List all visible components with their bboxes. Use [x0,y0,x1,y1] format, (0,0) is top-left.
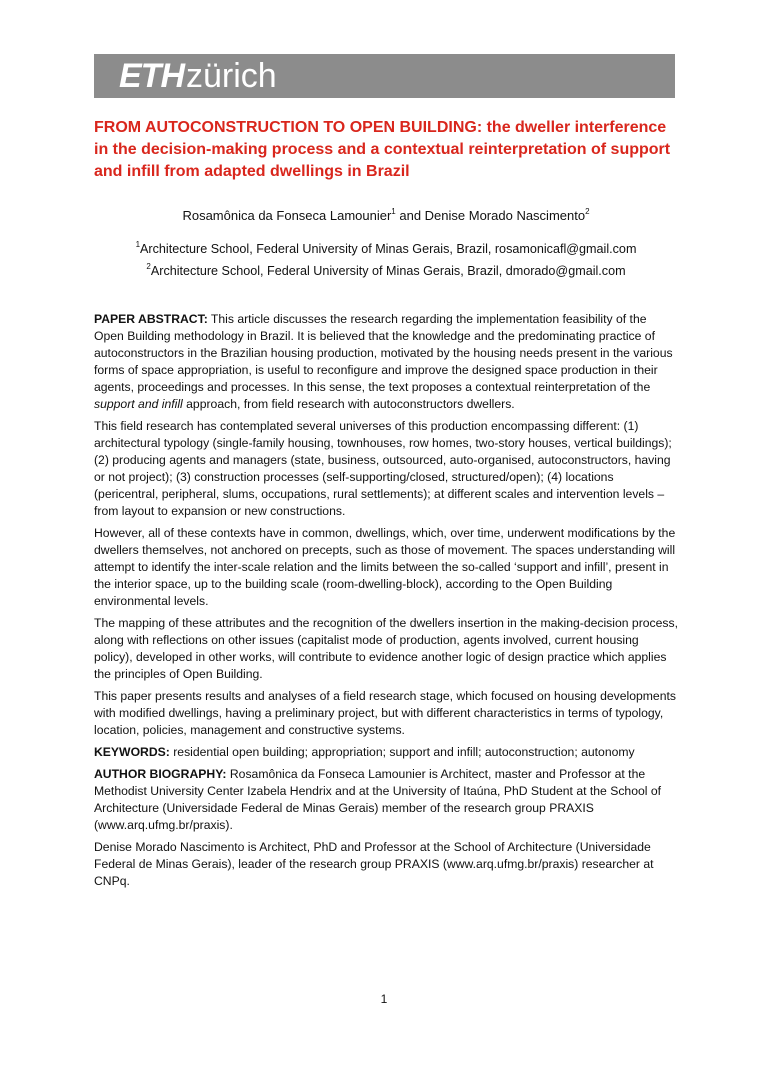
keywords-text: residential open building; appropriation; support and infill; autoconstruction; autonomy [169,745,635,759]
logo-eth: ETH [119,57,184,95]
biography-paragraph [94,766,678,834]
affiliation-2-sup: 2 [146,262,151,271]
author-1-sup: 1 [391,207,396,216]
abstract-label: PAPER ABSTRACT: [94,312,208,326]
abstract-paragraph [94,311,678,413]
paper-title: FROM AUTOCONSTRUCTION TO OPEN BUILDING: the dweller interference in the decision-making process and a contextual reinterpretation of support and infill from adapted dwellings in Brazil [94,119,671,180]
page-number: 1 [380,992,388,1006]
body-paragraph-1: This field research has contemplated several universes of this production encompassing different: (1) architectural typology (single-family housing, townhouses, row homes, two-story houses, vertical buildings); (2) producing agents and managers (state, business, outsourced, auto-organised, autoconstructors, having or not project); (3) construction processes (self-supporting/closed, structured/open); (4) locations (pericentral, peripheral, slums, occupations, rural settlements); at different scales and intervention levels – from layout to expansion or new constructions. [94,419,672,518]
keywords-paragraph [94,744,678,761]
affiliation-1 [94,240,678,258]
body-paragraph-3: The mapping of these attributes and the recognition of the dwellers insertion in the making-decision process, along with reflections on other issues (capitalist mode of production, agents involved, current housing policy), developed in other works, will contribute to evidence another logic of design practice which applies the principles of Open Building. [94,616,678,681]
author-1: Rosamônica da Fonseca Lamounier [182,208,392,223]
body-paragraph-2: However, all of these contexts have in common, dwellings, which, over time, underwent modifications by the dwellers themselves, not anchored on precepts, such as those of movement. The spaces understanding will attempt to identify the inter-scale relation and the limits between the so-called ‘support and infill’, present in the interior space, up to the building scale (room-dwelling-block), according to the Open Building environmental levels. [94,526,676,608]
affiliation-2-text: Architecture School, Federal University of Minas Gerais, Brazil, dmorado@gmail.com [150,264,626,278]
author-2: Denise Morado Nascimento [424,208,586,223]
author-line [94,207,678,225]
eth-zurich-banner [94,54,675,98]
affiliation-1-sup: 1 [135,240,141,249]
body-paragraph-4: This paper presents results and analyses of a field research stage, which focused on housing developments with modified dwellings, having a preliminary project, but with different characteristics in terms of typology, location, policies, management and constructive systems. [94,689,676,737]
abstract-italic: support and infill [94,397,183,411]
keywords-label: KEYWORDS: [94,745,170,759]
affiliation-1-text: Architecture School, Federal University of Minas Gerais, Brazil, rosamonicafl@gmail.com [140,242,637,256]
affiliation-2 [94,262,678,280]
paper-body [94,311,678,895]
biography-paragraph-2: Denise Morado Nascimento is Architect, PhD and Professor at the School of Architecture (Universidade Federal de Minas Gerais), leader of the research group PRAXIS (www.arq.ufmg.br/praxis) researcher at CNPq. [94,840,654,888]
biography-text: Rosamônica da Fonseca Lamounier is Architect, master and Professor at the Methodist University Center Izabela Hendrix and at the University of Itaúna, PhD Student at the School of Architecture (Universidade Federal de Minas Gerais) member of the research group PRAXIS (www.arq.ufmg.br/praxis). [94,767,662,832]
abstract-text-b: approach, from field research with autoconstructors dwellers. [182,397,515,411]
eth-zurich-logo [119,59,277,93]
logo-zurich: zürich [186,57,277,95]
biography-label: AUTHOR BIOGRAPHY: [94,767,227,781]
author-conj: and [395,208,425,223]
author-2-sup: 2 [585,207,590,216]
abstract-text-a: This article discusses the research regarding the implementation feasibility of the Open Building methodology in Brazil. It is believed that the knowledge and the predominating practice of autoconstructors in the Brazilian housing production, motivated by the housing needs present in the various forms of space appropriation, is useful to reconfigure and improve the designed space production in their agents, proceedings and processes. In this sense, the text proposes a contextual reinterpretation of the [94,312,673,394]
